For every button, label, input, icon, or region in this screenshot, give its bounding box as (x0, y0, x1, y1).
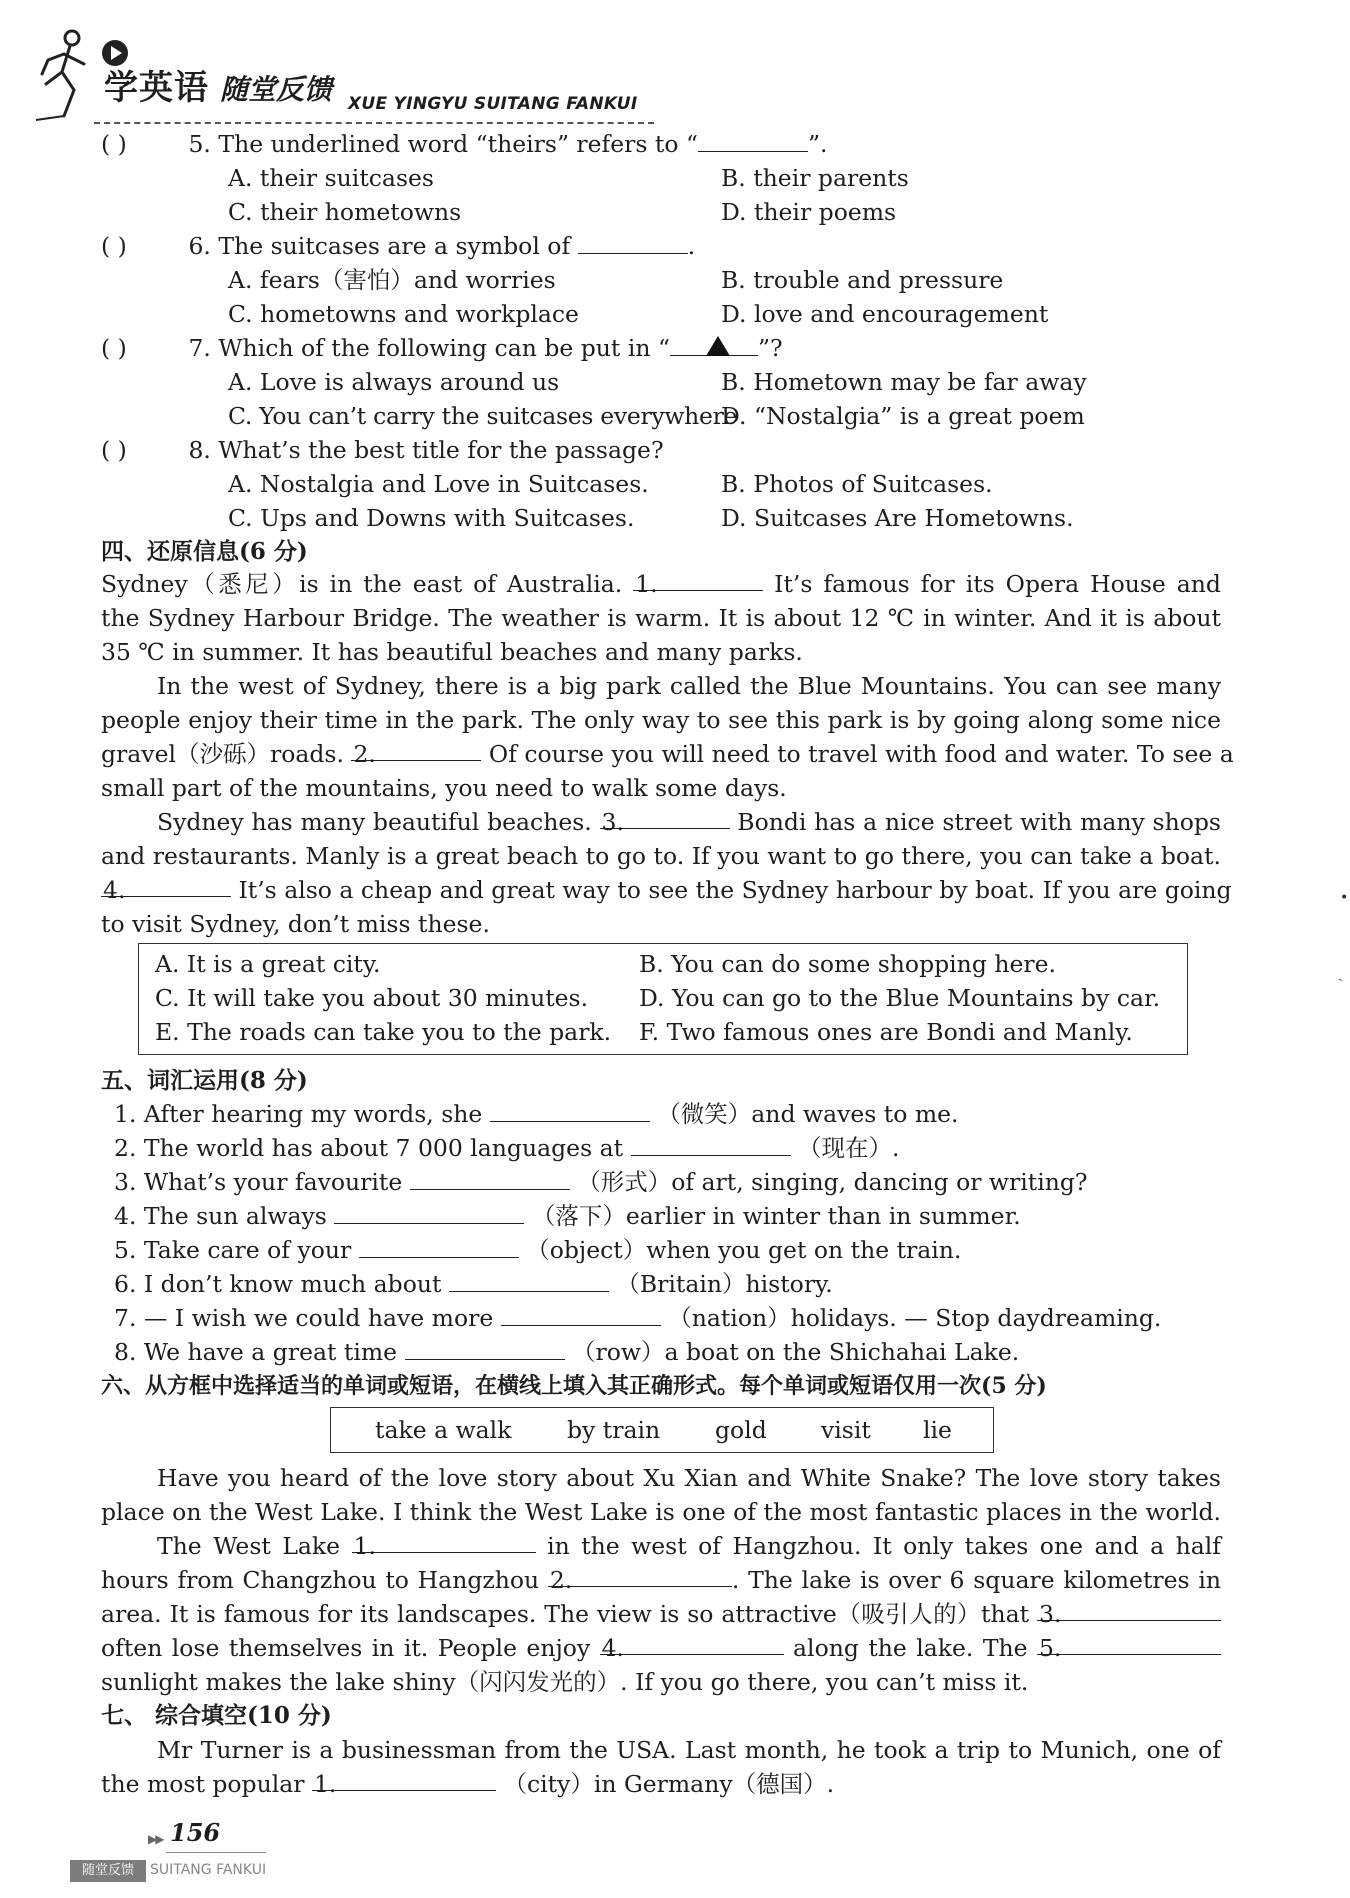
passage-text: often lose themselves in it. People enjoy (101, 1634, 591, 1662)
answer-blank-4[interactable]: 4. (101, 873, 231, 897)
header-divider (94, 122, 654, 124)
passage-text: the most popular (101, 1770, 305, 1798)
box-option-c: C. It will take you about 30 minutes. (155, 984, 589, 1012)
section-score: (6 分) (239, 538, 308, 565)
answer-blank-1[interactable]: 1. (352, 1529, 536, 1553)
answer-blank[interactable] (631, 1131, 791, 1156)
answer-blank-2[interactable]: 2. (548, 1563, 732, 1587)
item-text: 6. I don’t know much about (114, 1270, 442, 1298)
box-option-b: B. You can do some shopping here. (639, 950, 1056, 978)
footer-tag: 随堂反馈 (70, 1860, 146, 1882)
option-a: A. Love is always around us (228, 368, 560, 396)
option-a: A. Nostalgia and Love in Suitcases. (228, 470, 649, 498)
option-c: C. Ups and Downs with Suitcases. (228, 504, 635, 532)
vocab-item-8 (114, 1335, 1019, 1369)
passage-line: In the west of Sydney, there is a big park called the Blue Mountains. You can see many (157, 672, 1221, 700)
passage-line (101, 1767, 834, 1801)
vocab-item-1 (114, 1097, 959, 1131)
option-c: C. hometowns and workplace (228, 300, 579, 328)
item-hint: （object）when you get on the train. (526, 1236, 962, 1264)
item-text: 7. — I wish we could have more (114, 1304, 494, 1332)
word-bank-box (330, 1407, 994, 1453)
vocab-item-2 (114, 1131, 900, 1165)
question-stem-end: . (687, 232, 696, 260)
passage-line: small part of the mountains, you need to walk some days. (101, 774, 787, 802)
item-hint: （现在）. (798, 1134, 900, 1162)
question-7 (101, 331, 783, 365)
word-bank-item: visit (821, 1416, 871, 1444)
answer-blank-1[interactable]: 1. (312, 1767, 496, 1791)
margin-tick: ˎ (1338, 966, 1343, 982)
section-score: (8 分) (239, 1067, 308, 1094)
option-d: D. Suitcases Are Hometowns. (721, 504, 1074, 532)
question-stem: Which of the following can be put in “ (218, 334, 670, 362)
passage-line (101, 567, 1221, 601)
section-score: (5 分) (981, 1373, 1047, 1399)
item-hint: （nation）holidays. — Stop daydreaming. (668, 1304, 1162, 1332)
header-title-pinyin: XUE YINGYU SUITANG FANKUI (348, 94, 638, 114)
question-stem: The underlined word “theirs” refers to “ (218, 130, 699, 158)
header-title: 学英语 (104, 68, 209, 108)
question-8 (101, 433, 664, 467)
box-option-f: F. Two famous ones are Bondi and Manly. (639, 1018, 1133, 1046)
question-5 (101, 127, 828, 161)
passage-line: Have you heard of the love story about Xu Xian and White Snake? The love story takes (157, 1464, 1221, 1492)
section-5-heading (101, 1064, 308, 1098)
section-title: 五、词汇运用 (101, 1068, 239, 1094)
passage-text: . The lake is over 6 square kilometres in (731, 1566, 1221, 1594)
item-text: 3. What’s your favourite (114, 1168, 403, 1196)
answer-blank-4[interactable]: 4. (600, 1631, 784, 1655)
item-hint: （落下）earlier in winter than in summer. (531, 1202, 1021, 1230)
answer-blank[interactable] (501, 1301, 661, 1326)
answer-blank[interactable] (698, 127, 808, 152)
answer-blank[interactable] (490, 1097, 650, 1122)
option-b: B. Hometown may be far away (721, 368, 1087, 396)
answer-paren: ( ) (101, 232, 127, 260)
passage-text: in the west of Hangzhou. It only takes one and a half (547, 1532, 1221, 1560)
item-text: 5. Take care of your (114, 1236, 352, 1264)
passage-text: Sydney has many beautiful beaches. (157, 808, 592, 836)
section-title: 六、从方框中选择适当的单词或短语，在横线上填入其正确形式。每个单词或短语仅用一次 (101, 1374, 982, 1399)
section-7-heading (101, 1699, 332, 1733)
margin-dot: • (1340, 890, 1349, 906)
footer-divider (166, 1852, 266, 1853)
option-d: D. love and encouragement (721, 300, 1049, 328)
question-number: 7. (188, 334, 211, 362)
section-score: (10 分) (247, 1702, 332, 1729)
option-b: B. their parents (721, 164, 909, 192)
passage-text: It’s famous for its Opera House and (774, 570, 1221, 598)
item-hint: （微笑）and waves to me. (657, 1100, 959, 1128)
passage-line: 35 ℃ in summer. It has beautiful beaches and many parks. (101, 638, 803, 666)
answer-blank[interactable] (449, 1267, 609, 1292)
passage-line (101, 1631, 1221, 1665)
vocab-item-4 (114, 1199, 1021, 1233)
arrow-icon: ▶▶ (148, 1832, 163, 1846)
word-bank-item: lie (923, 1416, 952, 1444)
page-header (30, 18, 670, 123)
header-subtitle: 随堂反馈 (220, 73, 333, 106)
passage-text: It’s also a cheap and great way to see the Sydney harbour by boat. If you are going (238, 876, 1232, 904)
passage-text: gravel（沙砾）roads. (101, 740, 344, 768)
vocab-item-7 (114, 1301, 1161, 1335)
section-title: 七、 综合填空 (101, 1703, 248, 1729)
option-c: C. their hometowns (228, 198, 462, 226)
word-bank-item: gold (715, 1416, 767, 1444)
answer-paren: ( ) (101, 130, 127, 158)
passage-text: Of course you will need to travel with food and water. To see a (488, 740, 1234, 768)
passage-text: area. It is famous for its landscapes. The view is so attractive（吸引人的）that (101, 1600, 1030, 1628)
option-d: D. “Nostalgia” is a great poem (721, 402, 1085, 430)
passage-line (157, 1529, 1221, 1563)
answer-blank-5[interactable]: 5. (1037, 1631, 1221, 1655)
vocab-item-6 (114, 1267, 833, 1301)
option-a: A. fears（害怕）and worries (228, 266, 556, 294)
passage-line (101, 737, 1234, 771)
question-6 (101, 229, 695, 263)
section-6-heading (101, 1369, 1047, 1404)
answer-blank-3[interactable]: 3. (1037, 1597, 1221, 1621)
runner-logo-icon (34, 24, 104, 124)
answer-paren: ( ) (101, 436, 127, 464)
item-hint: （row）a boat on the Shichahai Lake. (572, 1338, 1020, 1366)
item-text: 2. The world has about 7 000 languages at (114, 1134, 624, 1162)
answer-blank[interactable] (359, 1233, 519, 1258)
question-stem: The suitcases are a symbol of (218, 232, 571, 260)
answer-blank[interactable] (578, 229, 688, 254)
box-option-a: A. It is a great city. (155, 950, 381, 978)
passage-text: The West Lake (157, 1532, 341, 1560)
word-bank-item: take a walk (375, 1416, 512, 1444)
option-b: B. Photos of Suitcases. (721, 470, 993, 498)
section-title: 四、还原信息 (101, 539, 239, 565)
option-a: A. their suitcases (228, 164, 434, 192)
triangle-marker-icon (706, 336, 730, 356)
passage-line: Mr Turner is a businessman from the USA. Last month, he took a trip to Munich, one of (157, 1736, 1221, 1764)
footer-tag-pinyin: SUITANG FANKUI (150, 1862, 267, 1878)
question-stem-end: ”? (757, 334, 783, 362)
options-box (138, 943, 1188, 1055)
question-stem: What’s the best title for the passage? (218, 436, 664, 464)
answer-blank[interactable] (334, 1199, 524, 1224)
option-c: C. You can’t carry the suitcases everywhere (228, 402, 738, 430)
item-text: 8. We have a great time (114, 1338, 398, 1366)
question-number: 5. (188, 130, 211, 158)
answer-blank[interactable] (405, 1335, 565, 1360)
passage-line: sunlight makes the lake shiny（闪闪发光的）. If you go there, you can’t miss it. (101, 1668, 1029, 1696)
answer-blank-2[interactable]: 2. (351, 737, 481, 761)
item-text: 4. The sun always (114, 1202, 327, 1230)
triangle-blank (670, 331, 758, 356)
passage-line (157, 805, 1221, 839)
item-text: 1. After hearing my words, she (114, 1100, 483, 1128)
passage-text: hours from Changzhou to Hangzhou (101, 1566, 540, 1594)
question-number: 6. (188, 232, 211, 260)
item-hint: （Britain）history. (616, 1270, 833, 1298)
passage-text: Sydney（悉尼）is in the east of Australia. (101, 570, 623, 598)
box-option-e: E. The roads can take you to the park. (155, 1018, 612, 1046)
answer-blank[interactable] (410, 1165, 570, 1190)
box-option-d: D. You can go to the Blue Mountains by car. (639, 984, 1161, 1012)
question-stem-end: ”. (808, 130, 828, 158)
answer-paren: ( ) (101, 334, 127, 362)
vocab-item-5 (114, 1233, 961, 1267)
passage-line: the Sydney Harbour Bridge. The weather is warm. It is about 12 ℃ in winter. And it is about (101, 604, 1221, 632)
passage-line (101, 1563, 1221, 1597)
passage-line: people enjoy their time in the park. The only way to see this park is by going along some nice (101, 706, 1221, 734)
option-b: B. trouble and pressure (721, 266, 1004, 294)
passage-line: and restaurants. Manly is a great beach to go to. If you want to go there, you can take a boat. (101, 842, 1221, 870)
passage-text: （city）in Germany（德国）. (503, 1770, 835, 1798)
passage-line: to visit Sydney, don’t miss these. (101, 910, 490, 938)
passage-line (101, 873, 1232, 907)
section-4-heading (101, 535, 308, 569)
passage-line (101, 1597, 1221, 1631)
passage-text: along the lake. The (793, 1634, 1028, 1662)
vocab-item-3 (114, 1165, 1088, 1199)
passage-text: Bondi has a nice street with many shops (737, 808, 1221, 836)
question-number: 8. (188, 436, 211, 464)
page-number: 156 (170, 1818, 221, 1847)
answer-blank-1[interactable]: 1. (633, 567, 763, 591)
word-bank-item: by train (567, 1416, 661, 1444)
answer-blank-3[interactable]: 3. (600, 805, 730, 829)
option-d: D. their poems (721, 198, 897, 226)
item-hint: （形式）of art, singing, dancing or writing? (577, 1168, 1088, 1196)
passage-line: place on the West Lake. I think the West Lake is one of the most fantastic places in the world. (101, 1498, 1221, 1526)
